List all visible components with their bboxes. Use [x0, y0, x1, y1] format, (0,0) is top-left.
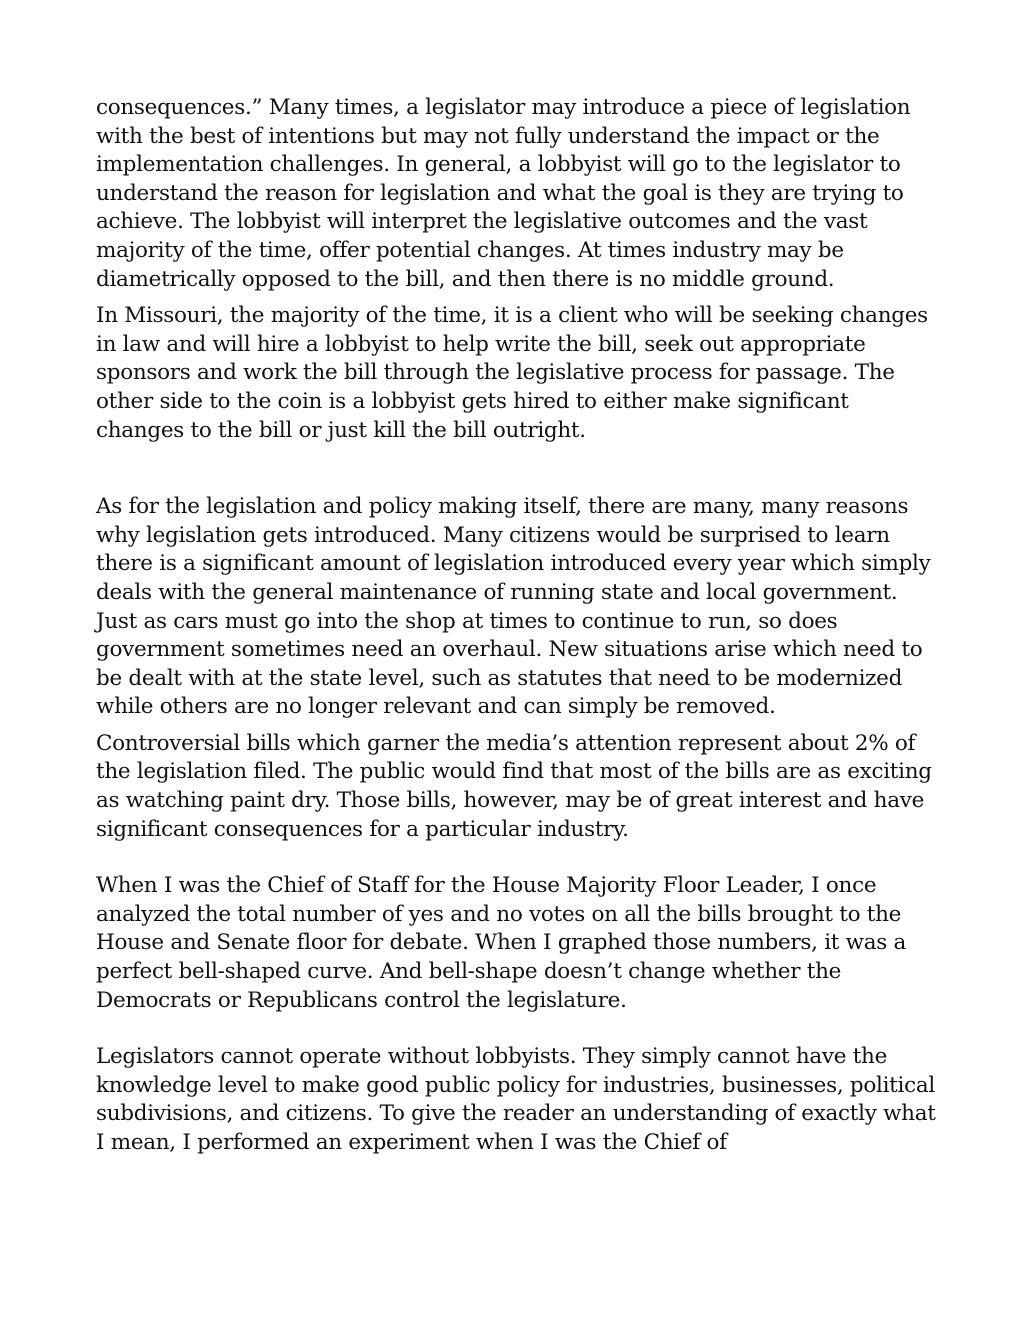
paragraph-missouri: In Missouri, the majority of the time, it is a client who will be seeking changes in law and will hire a lobbyist to help write the bill, seek out appropriate sponsors and work the bill through the legislative process for passage. The other side to the coin is a lobbyist gets hired to either make significant changes to the bill or just kill the bill outright.: [96, 303, 928, 443]
document-page: [96, 94, 936, 1158]
paragraph-chief-of-staff: When I was the Chief of Staff for the House Majority Floor Leader, I once analyzed the total number of yes and no votes on all the bills brought to the House and Senate floor for debate. When I graphed those numbers, it was a perfect bell-shaped curve. And bell-shape doesn’t change whether the Democrats or Republicans control the legislature.: [96, 873, 907, 1013]
paragraph-consequences: consequences.” Many times, a legislator may introduce a piece of legislation with the best of intentions but may not fully understand the impact or the implementation challenges. In general, a lobbyist will go to the legislator to understand the reason for legislation and what the goal is they are trying to achieve. The lobbyist will interpret the legislative outcomes and the vast majority of the time, offer potential changes. At times industry may be diametrically opposed to the bill, and then there is no middle ground.: [96, 95, 911, 292]
paragraph-legislators-lobbyists: Legislators cannot operate without lobbyists. They simply cannot have the knowledge level to make good public policy for industries, businesses, political subdivisions, and citizens. To give the reader an understanding of exactly what I mean, I performed an experiment when I was the Chief of: [96, 1044, 936, 1155]
paragraph-legislation-policy: As for the legislation and policy making itself, there are many, many reasons why legislation gets introduced. Many citizens would be surprised to learn there is a significant amount of legislation introduced every year which simply deals with the general maintenance of running state and local government. Just as cars must go into the shop at times to continue to run, so does government sometimes need an overhaul. New situations arise which need to be dealt with at the state level, such as statutes that need to be modernized while others are no longer relevant and can simply be removed.: [96, 494, 931, 720]
paragraph-controversial-bills: Controversial bills which garner the media’s attention represent about 2% of the legislation filed. The public would find that most of the bills are as exciting as watching paint dry. Those bills, however, may be of great interest and have significant consequences for a particular industry.: [96, 730, 932, 842]
